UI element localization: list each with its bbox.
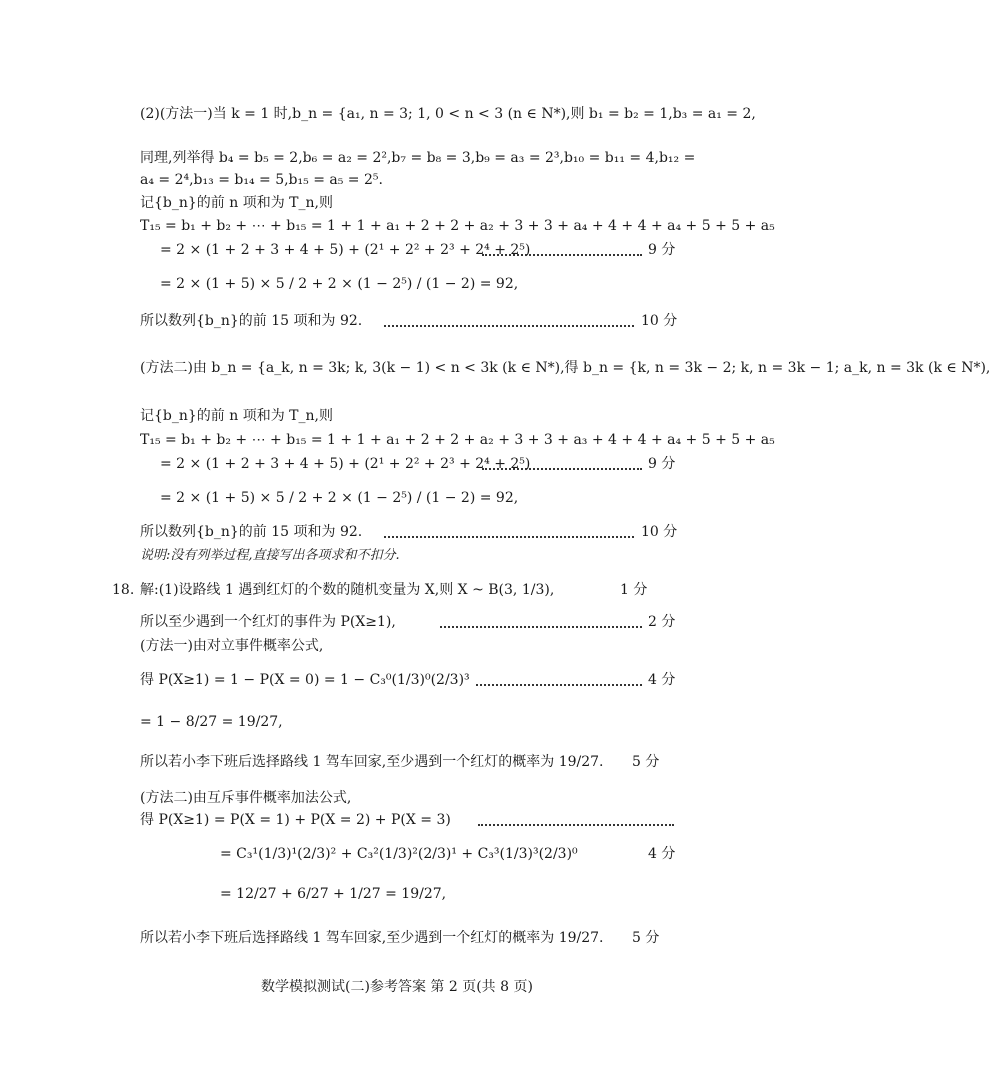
method1-conclusion: 所以数列{b_n}的前 15 项和为 92. — [140, 313, 363, 329]
score-leader — [478, 824, 674, 826]
grading-note: 说明:没有列举过程,直接写出各项求和不扣分. — [140, 548, 400, 563]
score-4-b: 4 分 — [648, 846, 676, 862]
method2-conclusion: 所以数列{b_n}的前 15 项和为 92. — [140, 524, 363, 540]
score-leader — [384, 325, 634, 327]
score-leader — [476, 684, 642, 686]
method1-step-1: = 2 × (1 + 2 + 3 + 4 + 5) + (2¹ + 2² + 2³ + 2⁴ + 2⁵) — [160, 242, 531, 258]
q18-method1-conclusion: 所以若小李下班后选择路线 1 驾车回家,至少遇到一个红灯的概率为 19/27. — [140, 754, 604, 770]
q18-method2-title: (方法二)由互斥事件概率加法公式, — [140, 790, 352, 806]
method2-step-2: = 2 × (1 + 5) × 5 / 2 + 2 × (1 − 2⁵) / (1 − 2) = 92, — [160, 490, 519, 506]
q18-method2-conclusion: 所以若小李下班后选择路线 1 驾车回家,至少遇到一个红灯的概率为 19/27. — [140, 930, 604, 946]
score-5-b: 5 分 — [632, 930, 660, 946]
q18-method2-expand: = C₃¹(1/3)¹(2/3)² + C₃²(1/3)²(2/3)¹ + C₃³(1/3)³(2/3)⁰ — [220, 846, 578, 862]
q18-method2-result: = 12/27 + 6/27 + 1/27 = 19/27, — [220, 886, 447, 902]
method2-T15-line: T₁₅ = b₁ + b₂ + ⋯ + b₁₅ = 1 + 1 + a₁ + 2 + 2 + a₂ + 3 + 3 + a₃ + 4 + 4 + a₄ + 5 + 5 + a₅ — [140, 432, 775, 448]
method2-definition: (方法二)由 b_n = {a_k, n = 3k; k, 3(k − 1) < n < 3k (k ∈ N*),得 b_n = {k, n = 3k − 2; k, n = 3k − 1; a_k, n = 3k (k ∈ N*), — [140, 360, 990, 376]
score-10-b: 10 分 — [641, 524, 678, 540]
score-5-a: 5 分 — [632, 754, 660, 770]
method1-T15-line: T₁₅ = b₁ + b₂ + ⋯ + b₁₅ = 1 + 1 + a₁ + 2 + 2 + a₂ + 3 + 3 + a₄ + 4 + 4 + a₄ + 5 + 5 + a₅ — [140, 218, 775, 234]
score-9-b: 9 分 — [648, 456, 676, 472]
score-leader — [384, 536, 634, 538]
q18-method1-result: = 1 − 8/27 = 19/27, — [140, 714, 283, 730]
method1-step-2: = 2 × (1 + 5) × 5 / 2 + 2 × (1 − 2⁵) / (1 − 2) = 92, — [160, 276, 519, 292]
score-1: 1 分 — [620, 582, 648, 598]
q18-method2-formula: 得 P(X≥1) = P(X = 1) + P(X = 2) + P(X = 3) — [140, 812, 451, 828]
score-2: 2 分 — [648, 614, 676, 630]
method1-sum-intro: 记{b_n}的前 n 项和为 T_n,则 — [140, 195, 333, 211]
q18-method1-title: (方法一)由对立事件概率公式, — [140, 638, 324, 654]
method1-list-line-2: a₄ = 2⁴,b₁₃ = b₁₄ = 5,b₁₅ = a₅ = 2⁵. — [140, 172, 383, 188]
score-leader — [482, 254, 642, 256]
score-9-a: 9 分 — [648, 242, 676, 258]
method1-list-line-1: 同理,列举得 b₄ = b₅ = 2,b₆ = a₂ = 2²,b₇ = b₈ = 3,b₉ = a₃ = 2³,b₁₀ = b₁₁ = 4,b₁₂ = — [140, 150, 696, 166]
question-number: 18. — [112, 582, 135, 598]
method1-definition: (2)(方法一)当 k = 1 时,b_n = {a₁, n = 3; 1, 0 < n < 3 (n ∈ N*),则 b₁ = b₂ = 1,b₃ = a₁ = 2, — [140, 106, 756, 122]
score-leader — [482, 468, 642, 470]
score-4-a: 4 分 — [648, 672, 676, 688]
method2-step-1: = 2 × (1 + 2 + 3 + 4 + 5) + (2¹ + 2² + 2³ + 2⁴ + 2⁵) — [160, 456, 531, 472]
page-footer: 数学模拟测试(二)参考答案 第 2 页(共 8 页) — [261, 979, 533, 995]
q18-method1-formula: 得 P(X≥1) = 1 − P(X = 0) = 1 − C₃⁰(1/3)⁰(2/3)³ — [140, 672, 470, 688]
q18-intro: 解:(1)设路线 1 遇到红灯的个数的随机变量为 X,则 X ~ B(3, 1/3), — [140, 582, 555, 598]
score-10-a: 10 分 — [641, 313, 678, 329]
score-leader — [440, 626, 642, 628]
method2-sum-intro: 记{b_n}的前 n 项和为 T_n,则 — [140, 408, 333, 424]
q18-event-line: 所以至少遇到一个红灯的事件为 P(X≥1), — [140, 614, 396, 630]
